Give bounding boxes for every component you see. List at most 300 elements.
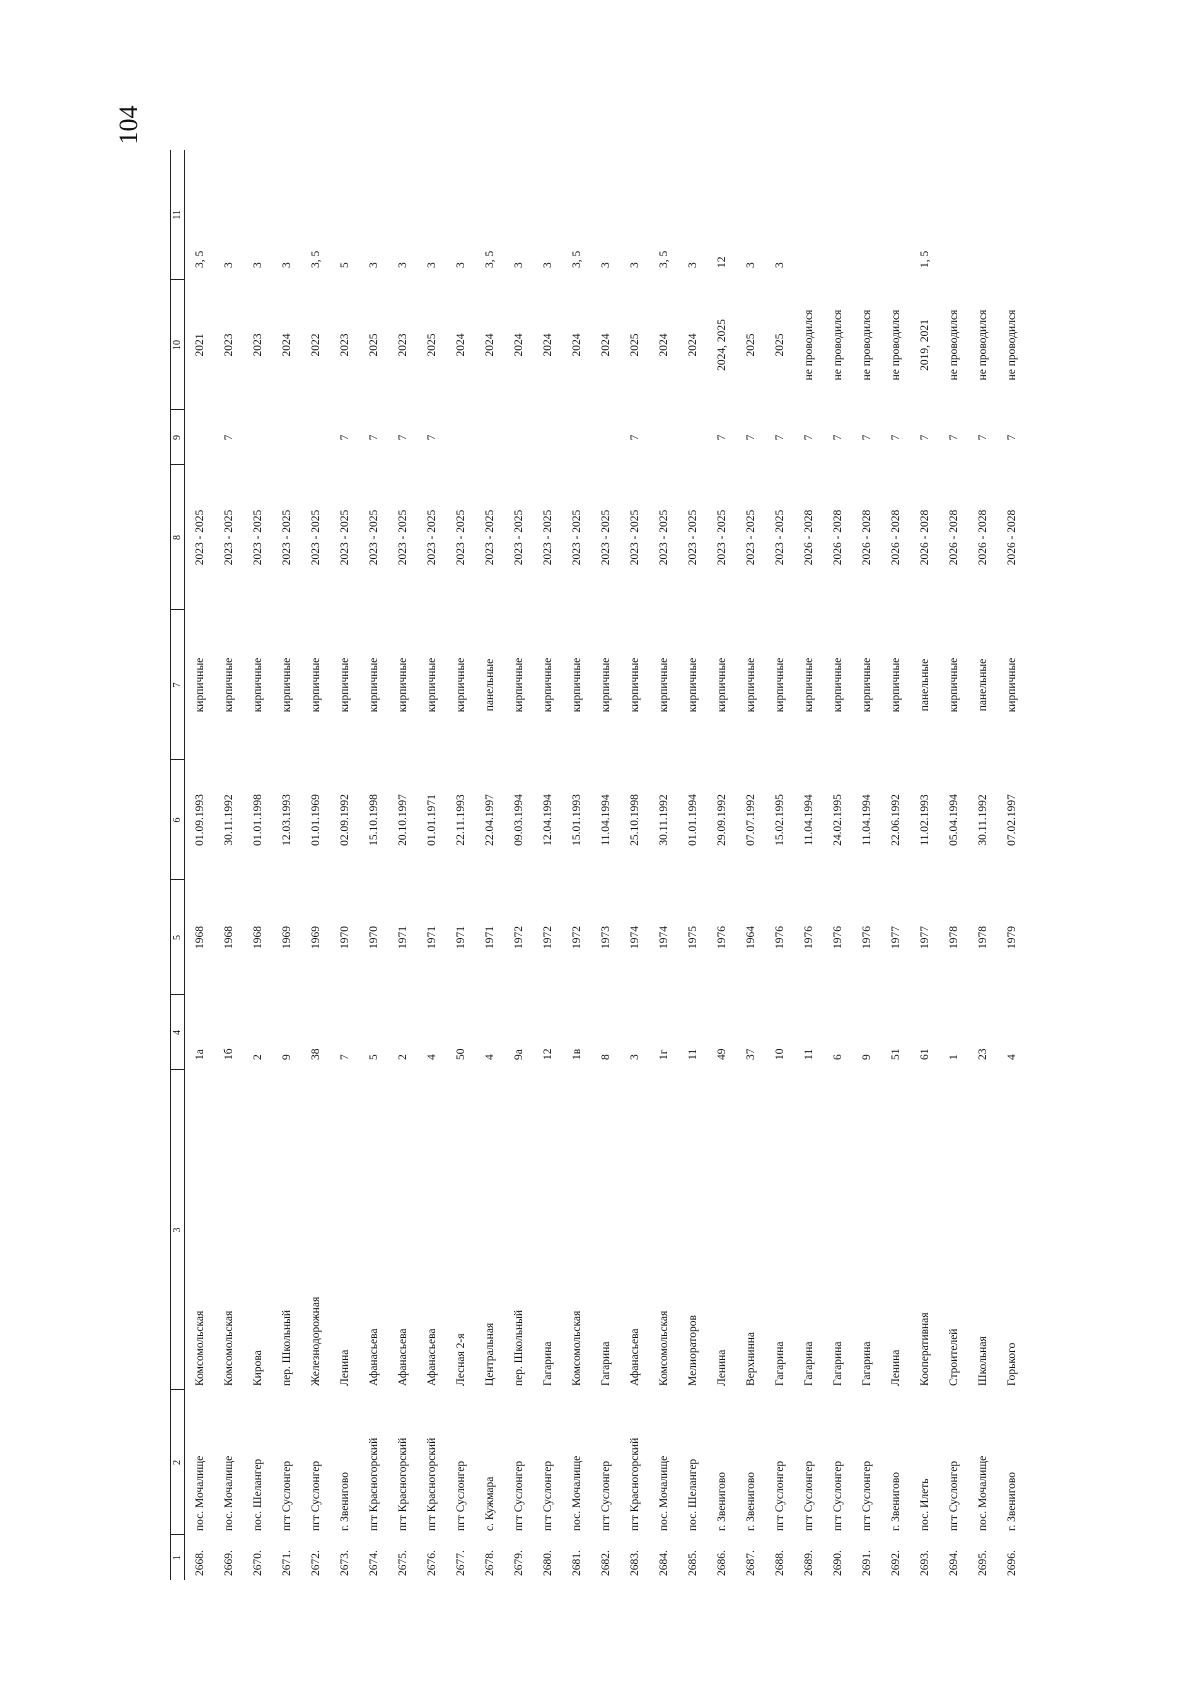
cell-privatization-date: 01.01.1969 [309,794,322,846]
cell-wall-material: кирпичные [889,657,902,713]
cell-wall-material: кирпичные [773,657,786,713]
cell-last-repair: 2023 [338,333,351,357]
table-row [330,150,359,1580]
cell-street: Ленина [715,1349,728,1386]
cell-wall-material: кирпичные [947,657,960,713]
cell-house-number: 51 [889,1048,902,1060]
cell-locality: пос. Мочалище [657,1455,670,1531]
cell-work-types: 3, 5 [193,250,206,268]
cell-house-number: 1а [193,1049,206,1060]
table-row [475,150,504,1580]
cell-repair-period: 2023 - 2025 [483,509,496,566]
cell-work-types: 3, 5 [570,250,583,268]
cell-row-number: 2686. [715,1550,728,1576]
cell-work-types: 3, 5 [483,250,496,268]
cell-street: Гагарина [802,1341,815,1386]
cell-privatization-date: 12.03.1993 [280,794,293,846]
cell-street: Лесная 2-я [454,1333,467,1386]
cell-street: Комсомольская [193,1310,206,1386]
cell-privatization-date: 11.04.1994 [599,794,612,846]
cell-privatization-date: 25.10.1998 [628,794,641,846]
cell-privatization-date: 22.11.1993 [454,794,467,846]
cell-wall-material: кирпичные [309,657,322,713]
cell-locality: пгт Суслонгер [512,1460,525,1531]
cell-code [591,410,620,465]
cell-row-number: 2668. [193,1550,206,1576]
cell-privatization-date: 02.09.1992 [338,794,351,846]
cell-street: Мелиораторов [686,1315,699,1386]
cell-locality: пгт Суслонгер [309,1460,322,1531]
cell-locality: г. Звенигово [1005,1472,1018,1531]
cell-repair-period: 2026 - 2028 [1005,509,1018,566]
cell-house-number: 9 [860,1054,873,1060]
cell-house-number: 11 [802,1048,815,1060]
cell-repair-period: 2023 - 2025 [425,509,438,566]
cell-privatization-date: 11.04.1994 [802,794,815,846]
cell-privatization-date: 11.02.1993 [918,794,931,846]
cell-street: Гагарина [599,1341,612,1386]
cell-house-number: 38 [309,1048,322,1060]
cell-last-repair: 2024 [541,333,554,357]
column-header-1: 1 [170,1535,185,1580]
cell-house-number: 6 [831,1054,844,1060]
cell-last-repair: 2019, 2021 [918,319,931,371]
cell-privatization-date: 30.11.1992 [222,794,235,846]
cell-last-repair: 2025 [628,333,641,357]
cell-code: 7 [918,434,931,441]
cell-repair-period: 2026 - 2028 [918,509,931,566]
cell-privatization-date: 09.03.1994 [512,794,525,846]
cell-work-types: 3 [541,262,554,268]
cell-street: Гагарина [541,1341,554,1386]
cell-wall-material: кирпичные [251,657,264,713]
column-header-4: 4 [170,995,185,1070]
cell-build-year: 1964 [744,926,757,949]
cell-locality: пос. Шелангер [251,1458,264,1531]
cell-code: 7 [425,434,438,441]
cell-last-repair: 2024 [686,333,699,357]
cell-last-repair: 2023 [396,333,409,357]
cell-code: 7 [628,434,641,441]
cell-wall-material: кирпичные [860,657,873,713]
cell-house-number: 9 [280,1054,293,1060]
cell-privatization-date: 30.11.1992 [657,794,670,846]
cell-build-year: 1975 [686,926,699,949]
cell-code: 7 [860,434,873,441]
cell-house-number: 7 [338,1054,351,1060]
cell-wall-material: кирпичные [193,657,206,713]
cell-street: пер. Школьный [280,1310,293,1386]
cell-wall-material: кирпичные [599,657,612,713]
cell-wall-material: кирпичные [570,657,583,713]
cell-wall-material: кирпичные [512,657,525,713]
cell-row-number: 2695. [976,1550,989,1576]
cell-privatization-date: 15.10.1998 [367,794,380,846]
cell-locality: пос. Мочалище [193,1455,206,1531]
cell-row-number: 2692. [889,1550,902,1576]
cell-wall-material: кирпичные [454,657,467,713]
cell-locality: г. Звенигово [744,1472,757,1531]
cell-privatization-date: 01.09.1993 [193,794,206,846]
cell-locality: пгт Суслонгер [802,1460,815,1531]
cell-privatization-date: 24.02.1995 [831,794,844,846]
cell-work-types: 3 [396,262,409,268]
cell-last-repair: не проводился [802,309,815,381]
cell-last-repair: не проводился [831,309,844,381]
cell-work-types: 3 [744,262,757,268]
cell-last-repair: 2025 [425,333,438,357]
table-row [910,150,939,1580]
cell-house-number: 11 [686,1048,699,1060]
cell-repair-period: 2023 - 2025 [628,509,641,566]
cell-last-repair: 2024, 2025 [715,319,728,371]
table [170,150,1026,1580]
cell-row-number: 2670. [251,1550,264,1576]
cell-code: 7 [744,434,757,441]
table-row [997,150,1026,1580]
table-row [736,150,765,1580]
column-header-9: 9 [170,410,185,465]
cell-wall-material: кирпичные [831,657,844,713]
cell-build-year: 1977 [889,926,902,949]
cell-locality: г. Звенигово [715,1472,728,1531]
cell-last-repair: 2025 [773,333,786,357]
column-header-10: 10 [170,280,185,410]
table-row [765,150,794,1580]
cell-work-types: 3 [222,262,235,268]
cell-locality: пгт Суслонгер [541,1460,554,1531]
cell-code: 7 [715,434,728,441]
cell-row-number: 2678. [483,1550,496,1576]
cell-code: 7 [222,434,235,441]
cell-work-types: 3 [599,262,612,268]
cell-row-number: 2685. [686,1550,699,1576]
cell-street: Ленина [889,1349,902,1386]
cell-house-number: 12 [541,1048,554,1060]
cell-code [272,410,301,465]
cell-privatization-date: 07.07.1992 [744,794,757,846]
cell-row-number: 2693. [918,1550,931,1576]
cell-wall-material: кирпичные [715,657,728,713]
cell-row-number: 2680. [541,1550,554,1576]
cell-privatization-date: 05.04.1994 [947,794,960,846]
cell-house-number: 23 [976,1048,989,1060]
cell-locality: пгт Суслонгер [860,1460,873,1531]
cell-wall-material: панельные [976,658,989,712]
cell-build-year: 1969 [280,926,293,949]
cell-street: Горького [1005,1342,1018,1386]
cell-house-number: 1б [222,1048,235,1060]
cell-work-types: 3 [251,262,264,268]
cell-last-repair: не проводился [1005,309,1018,381]
table-row [388,150,417,1580]
cell-row-number: 2691. [860,1550,873,1576]
cell-row-number: 2682. [599,1550,612,1576]
cell-house-number: 4 [483,1054,496,1060]
cell-locality: пос. Мочалище [570,1455,583,1531]
cell-work-types [881,150,910,280]
cell-build-year: 1976 [831,926,844,949]
column-header-6: 6 [170,760,185,880]
cell-build-year: 1977 [918,926,931,949]
cell-wall-material: кирпичные [1005,657,1018,713]
table-row [214,150,243,1580]
cell-locality: пос. Мочалище [976,1455,989,1531]
cell-row-number: 2684. [657,1550,670,1576]
cell-work-types: 3 [280,262,293,268]
cell-code: 7 [947,434,960,441]
cell-work-types: 3 [454,262,467,268]
cell-code [301,410,330,465]
cell-last-repair: 2023 [222,333,235,357]
cell-last-repair: не проводился [889,309,902,381]
cell-code [504,410,533,465]
table-row [794,150,823,1580]
cell-street: пер. Школьный [512,1310,525,1386]
cell-privatization-date: 11.04.1994 [860,794,873,846]
cell-code [475,410,504,465]
table-row [881,150,910,1580]
cell-build-year: 1972 [512,926,525,949]
table-row [243,150,272,1580]
cell-locality: пгт Суслонгер [454,1460,467,1531]
cell-code: 7 [802,434,815,441]
cell-repair-period: 2023 - 2025 [570,509,583,566]
cell-street: Комсомольская [570,1310,583,1386]
column-header-7: 7 [170,610,185,760]
cell-repair-period: 2026 - 2028 [860,509,873,566]
cell-house-number: 5 [367,1054,380,1060]
cell-street: Афанасьева [367,1328,380,1386]
cell-build-year: 1976 [773,926,786,949]
cell-code [446,410,475,465]
cell-locality: пгт Суслонгер [280,1460,293,1531]
cell-repair-period: 2023 - 2025 [396,509,409,566]
cell-row-number: 2679. [512,1550,525,1576]
cell-code [243,410,272,465]
cell-code: 7 [367,434,380,441]
cell-build-year: 1970 [338,926,351,949]
cell-work-types: 3, 5 [657,250,670,268]
table-row [620,150,649,1580]
cell-wall-material: кирпичные [338,657,351,713]
cell-wall-material: кирпичные [802,657,815,713]
cell-wall-material: кирпичные [686,657,699,713]
cell-repair-period: 2023 - 2025 [599,509,612,566]
cell-locality: пос. Илеть [918,1478,931,1531]
cell-repair-period: 2023 - 2025 [367,509,380,566]
cell-work-types: 12 [715,256,728,268]
table-row [649,150,678,1580]
table-row [678,150,707,1580]
cell-privatization-date: 01.01.1971 [425,794,438,846]
cell-wall-material: кирпичные [396,657,409,713]
column-header-11: 11 [170,150,185,280]
cell-row-number: 2669. [222,1550,235,1576]
cell-repair-period: 2026 - 2028 [802,509,815,566]
cell-build-year: 1979 [1005,926,1018,949]
cell-privatization-date: 07.02.1997 [1005,794,1018,846]
cell-work-types [997,150,1026,280]
cell-house-number: 49 [715,1048,728,1060]
cell-wall-material: кирпичные [425,657,438,713]
cell-privatization-date: 15.01.1993 [570,794,583,846]
table-row [301,150,330,1580]
cell-street: Центральная [483,1322,496,1386]
cell-code: 7 [889,434,902,441]
column-header-8: 8 [170,465,185,610]
cell-house-number: 1 [947,1054,960,1060]
cell-code [185,410,215,465]
cell-row-number: 2672. [309,1550,322,1576]
cell-last-repair: 2025 [744,333,757,357]
cell-privatization-date: 22.04.1997 [483,794,496,846]
table-body [185,150,1027,1580]
cell-street: Гагарина [773,1341,786,1386]
cell-repair-period: 2023 - 2025 [251,509,264,566]
cell-work-types: 3 [628,262,641,268]
cell-wall-material: кирпичные [280,657,293,713]
cell-locality: пгт Красногорский [628,1437,641,1531]
cell-row-number: 2687. [744,1550,757,1576]
cell-street: Строителей [947,1328,960,1386]
cell-locality: пгт Красногорский [425,1437,438,1531]
cell-repair-period: 2023 - 2025 [338,509,351,566]
cell-wall-material: кирпичные [367,657,380,713]
cell-wall-material: кирпичные [628,657,641,713]
cell-code [533,410,562,465]
cell-code: 7 [976,434,989,441]
cell-build-year: 1969 [309,926,322,949]
cell-work-types: 5 [338,262,351,268]
cell-build-year: 1968 [222,926,235,949]
cell-build-year: 1974 [628,926,641,949]
cell-locality: пгт Суслонгер [831,1460,844,1531]
table-row [591,150,620,1580]
cell-repair-period: 2026 - 2028 [947,509,960,566]
cell-build-year: 1976 [860,926,873,949]
cell-house-number: 2 [251,1054,264,1060]
table-row [707,150,736,1580]
cell-row-number: 2694. [947,1550,960,1576]
cell-house-number: 10 [773,1048,786,1060]
cell-privatization-date: 01.01.1998 [251,794,264,846]
page-number: 104 [114,105,143,145]
cell-work-types: 3 [425,262,438,268]
cell-last-repair: 2024 [280,333,293,357]
cell-code: 7 [831,434,844,441]
cell-privatization-date: 20.10.1997 [396,794,409,846]
cell-build-year: 1973 [599,926,612,949]
table-row [852,150,881,1580]
column-header-5: 5 [170,880,185,995]
cell-last-repair: 2025 [367,333,380,357]
cell-privatization-date: 01.01.1994 [686,794,699,846]
cell-code [678,410,707,465]
cell-house-number: 1г [657,1049,670,1060]
cell-build-year: 1978 [976,926,989,949]
cell-build-year: 1978 [947,926,960,949]
cell-privatization-date: 30.11.1992 [976,794,989,846]
cell-repair-period: 2023 - 2025 [280,509,293,566]
cell-build-year: 1974 [657,926,670,949]
cell-street: Афанасьева [425,1328,438,1386]
cell-street: Верхнинна [744,1332,757,1386]
table-row [359,150,388,1580]
cell-locality: пгт Красногорский [396,1437,409,1531]
cell-repair-period: 2023 - 2025 [773,509,786,566]
column-header-3: 3 [170,1070,185,1390]
cell-code [562,410,591,465]
cell-row-number: 2676. [425,1550,438,1576]
cell-wall-material: кирпичные [222,657,235,713]
cell-street: Гагарина [860,1341,873,1386]
cell-build-year: 1968 [251,926,264,949]
cell-house-number: 4 [1005,1054,1018,1060]
cell-work-types [852,150,881,280]
cell-repair-period: 2023 - 2025 [686,509,699,566]
cell-build-year: 1972 [570,926,583,949]
cell-work-types: 3 [773,262,786,268]
cell-locality: пос. Мочалище [222,1455,235,1531]
table-row [562,150,591,1580]
cell-house-number: 9а [512,1049,525,1060]
cell-build-year: 1971 [396,926,409,949]
cell-street: Школьная [976,1336,989,1386]
cell-build-year: 1971 [483,926,496,949]
cell-street: Афанасьева [396,1328,409,1386]
cell-code [649,410,678,465]
cell-privatization-date: 22.06.1992 [889,794,902,846]
cell-repair-period: 2023 - 2025 [657,509,670,566]
cell-house-number: 2 [396,1054,409,1060]
cell-last-repair: 2024 [657,333,670,357]
cell-locality: г. Звенигово [338,1472,351,1531]
cell-repair-period: 2023 - 2025 [541,509,554,566]
cell-street: Кооперативная [918,1312,931,1386]
cell-wall-material: кирпичные [657,657,670,713]
table-row [504,150,533,1580]
cell-code: 7 [773,434,786,441]
cell-work-types: 1, 5 [918,250,931,268]
cell-street: Комсомольская [222,1310,235,1386]
cell-repair-period: 2023 - 2025 [193,509,206,566]
cell-repair-period: 2023 - 2025 [454,509,467,566]
cell-repair-period: 2023 - 2025 [715,509,728,566]
cell-row-number: 2673. [338,1550,351,1576]
cell-last-repair: не проводился [860,309,873,381]
cell-row-number: 2674. [367,1550,380,1576]
cell-build-year: 1971 [454,926,467,949]
cell-row-number: 2671. [280,1550,293,1576]
cell-street: Железнодорожная [309,1296,322,1386]
header-row [170,150,185,1580]
cell-build-year: 1968 [193,926,206,949]
cell-row-number: 2683. [628,1550,641,1576]
cell-last-repair: 2021 [193,333,206,357]
cell-code: 7 [396,434,409,441]
table-row [823,150,852,1580]
cell-locality: пгт Суслонгер [947,1460,960,1531]
column-header-2: 2 [170,1390,185,1535]
cell-wall-material: панельные [918,658,931,712]
cell-build-year: 1976 [802,926,815,949]
cell-repair-period: 2026 - 2028 [976,509,989,566]
cell-repair-period: 2023 - 2025 [309,509,322,566]
cell-house-number: 61 [918,1048,931,1060]
cell-last-repair: 2024 [599,333,612,357]
cell-work-types: 3 [367,262,380,268]
